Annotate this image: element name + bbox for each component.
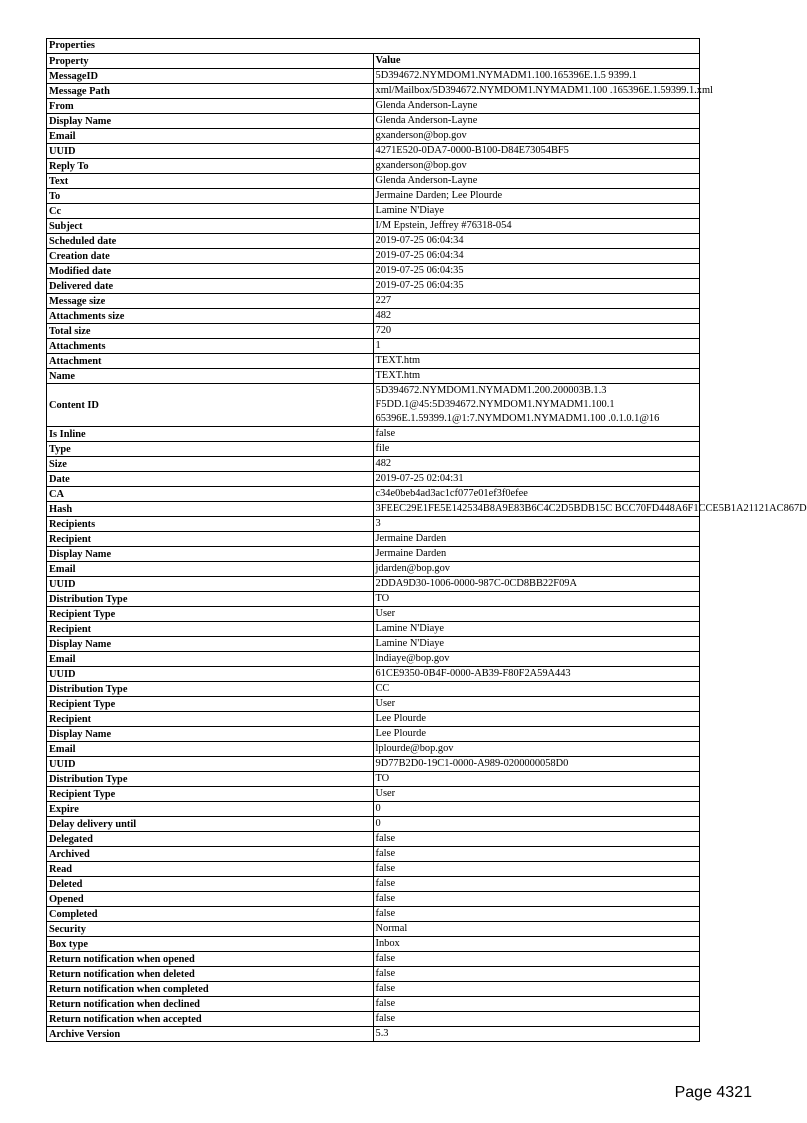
- property-value: TEXT.htm: [373, 354, 700, 369]
- table-row: [47, 384, 700, 427]
- table-row: [47, 99, 700, 114]
- property-value: Inbox: [373, 937, 700, 952]
- property-value: 1: [373, 339, 700, 354]
- table-row: [47, 652, 700, 667]
- property-value: false: [373, 967, 700, 982]
- property-value: lndiaye@bop.gov: [373, 652, 700, 667]
- property-value: false: [373, 997, 700, 1012]
- column-header-property: Property: [47, 54, 374, 69]
- property-value: 2DDA9D30-1006-0000-987C-0CD8BB22F09A: [373, 577, 700, 592]
- property-value: gxanderson@bop.gov: [373, 129, 700, 144]
- property-name: Return notification when declined: [47, 997, 374, 1012]
- table-row: [47, 577, 700, 592]
- table-row: [47, 607, 700, 622]
- table-row: [47, 727, 700, 742]
- property-name: Subject: [47, 219, 374, 234]
- property-name: Security: [47, 922, 374, 937]
- table-row: [47, 877, 700, 892]
- property-name: Archive Version: [47, 1027, 374, 1042]
- property-name: Reply To: [47, 159, 374, 174]
- table-row: [47, 682, 700, 697]
- property-value: 482: [373, 457, 700, 472]
- property-value: TEXT.htm: [373, 369, 700, 384]
- property-name: Display Name: [47, 727, 374, 742]
- property-name: Creation date: [47, 249, 374, 264]
- table-row: [47, 937, 700, 952]
- property-name: Hash: [47, 502, 374, 517]
- property-value: Glenda Anderson-Layne: [373, 174, 700, 189]
- property-name: UUID: [47, 144, 374, 159]
- table-row: [47, 144, 700, 159]
- table-row: [47, 832, 700, 847]
- properties-table: [46, 38, 807, 1042]
- table-row: [47, 787, 700, 802]
- table-row: [47, 757, 700, 772]
- property-value: false: [373, 982, 700, 997]
- table-row: [47, 502, 700, 517]
- property-name: Delegated: [47, 832, 374, 847]
- table-row: [47, 637, 700, 652]
- property-value: I/M Epstein, Jeffrey #76318-054: [373, 219, 700, 234]
- property-value: false: [373, 847, 700, 862]
- property-value: Glenda Anderson-Layne: [373, 114, 700, 129]
- table-row: [47, 997, 700, 1012]
- table-title-row: [47, 39, 700, 54]
- table-row: [47, 847, 700, 862]
- property-name: Recipient: [47, 532, 374, 547]
- property-value: jdarden@bop.gov: [373, 562, 700, 577]
- table-row: [47, 862, 700, 877]
- property-value: false: [373, 427, 700, 442]
- property-name: Archived: [47, 847, 374, 862]
- property-name: To: [47, 189, 374, 204]
- table-row: [47, 907, 700, 922]
- property-name: Recipient Type: [47, 697, 374, 712]
- property-name: Attachments: [47, 339, 374, 354]
- table-row: [47, 592, 700, 607]
- table-row: [47, 159, 700, 174]
- property-value: false: [373, 1012, 700, 1027]
- table-row: [47, 742, 700, 757]
- property-value: 61CE9350-0B4F-0000-AB39-F80F2A59A443: [373, 667, 700, 682]
- property-name: Email: [47, 652, 374, 667]
- property-value: 0: [373, 802, 700, 817]
- property-value: Normal: [373, 922, 700, 937]
- property-name: Distribution Type: [47, 682, 374, 697]
- table-row: [47, 442, 700, 457]
- table-row: [47, 952, 700, 967]
- property-value: 2019-07-25 06:04:34: [373, 234, 700, 249]
- property-name: Scheduled date: [47, 234, 374, 249]
- property-name: Size: [47, 457, 374, 472]
- property-name: Box type: [47, 937, 374, 952]
- property-value: TO: [373, 772, 700, 787]
- table-row: [47, 174, 700, 189]
- property-name: Recipient Type: [47, 787, 374, 802]
- property-value: 227: [373, 294, 700, 309]
- property-value: Lee Plourde: [373, 727, 700, 742]
- property-name: Display Name: [47, 547, 374, 562]
- table-row: [47, 264, 700, 279]
- property-value: false: [373, 832, 700, 847]
- property-value: gxanderson@bop.gov: [373, 159, 700, 174]
- table-row: [47, 547, 700, 562]
- property-value: file: [373, 442, 700, 457]
- property-value: User: [373, 787, 700, 802]
- property-name: Read: [47, 862, 374, 877]
- table-row: [47, 249, 700, 264]
- table-row: [47, 622, 700, 637]
- property-value: 5.3: [373, 1027, 700, 1042]
- table-row: [47, 129, 700, 144]
- property-name: Email: [47, 742, 374, 757]
- property-name: Total size: [47, 324, 374, 339]
- property-value: 0: [373, 817, 700, 832]
- property-name: Expire: [47, 802, 374, 817]
- table-row: [47, 1012, 700, 1027]
- property-name: UUID: [47, 757, 374, 772]
- property-name: Date: [47, 472, 374, 487]
- table-row: [47, 967, 700, 982]
- property-value: false: [373, 892, 700, 907]
- property-name: Text: [47, 174, 374, 189]
- property-value: Lee Plourde: [373, 712, 700, 727]
- property-name: Is Inline: [47, 427, 374, 442]
- property-name: Email: [47, 129, 374, 144]
- property-value: Lamine N'Diaye: [373, 622, 700, 637]
- property-name: Message Path: [47, 84, 374, 99]
- table-row: [47, 189, 700, 204]
- property-name: Modified date: [47, 264, 374, 279]
- property-value: User: [373, 697, 700, 712]
- property-name: Recipient: [47, 712, 374, 727]
- property-value: Jermaine Darden; Lee Plourde: [373, 189, 700, 204]
- table-row: [47, 114, 700, 129]
- table-row: [47, 219, 700, 234]
- table-title: Properties: [47, 39, 700, 54]
- property-name: Name: [47, 369, 374, 384]
- property-name: Return notification when accepted: [47, 1012, 374, 1027]
- property-name: Delivered date: [47, 279, 374, 294]
- table-row: [47, 562, 700, 577]
- property-name: Completed: [47, 907, 374, 922]
- property-value: User: [373, 607, 700, 622]
- table-header-row: [47, 54, 700, 69]
- property-name: Recipients: [47, 517, 374, 532]
- table-row: [47, 427, 700, 442]
- property-value: 5D394672.NYMDOM1.NYMADM1.200.200003B.1.3 F5DD.1@45:5D394672.NYMDOM1.NYMADM1.100.1 65396E.1.59399.1@1:7.NYMDOM1.NYMADM1.100 .0.1.0.1@16: [373, 384, 700, 427]
- property-value: 9D77B2D0-19C1-0000-A989-0200000058D0: [373, 757, 700, 772]
- table-row: [47, 517, 700, 532]
- property-value: 4271E520-0DA7-0000-B100-D84E73054BF5: [373, 144, 700, 159]
- table-row: [47, 369, 700, 384]
- property-name: UUID: [47, 577, 374, 592]
- property-name: From: [47, 99, 374, 114]
- table-row: [47, 802, 700, 817]
- table-row: [47, 309, 700, 324]
- property-name: Type: [47, 442, 374, 457]
- table-row: [47, 892, 700, 907]
- table-row: [47, 697, 700, 712]
- table-row: [47, 982, 700, 997]
- property-name: CA: [47, 487, 374, 502]
- property-value: 2019-07-25 06:04:35: [373, 279, 700, 294]
- property-value: false: [373, 952, 700, 967]
- property-value: 482: [373, 309, 700, 324]
- property-value: false: [373, 877, 700, 892]
- table-row: [47, 354, 700, 369]
- table-row: [47, 532, 700, 547]
- table-row: [47, 1027, 700, 1042]
- property-value: 720: [373, 324, 700, 339]
- property-name: Message size: [47, 294, 374, 309]
- property-name: Delay delivery until: [47, 817, 374, 832]
- table-row: [47, 487, 700, 502]
- table-row: [47, 472, 700, 487]
- property-name: Distribution Type: [47, 772, 374, 787]
- table-row: [47, 294, 700, 309]
- table-row: [47, 234, 700, 249]
- properties-table-body: [47, 39, 807, 1042]
- table-row: [47, 817, 700, 832]
- property-value: 2019-07-25 06:04:35: [373, 264, 700, 279]
- property-name: Return notification when completed: [47, 982, 374, 997]
- property-value: 5D394672.NYMDOM1.NYMADM1.100.165396E.1.5 9399.1: [373, 69, 700, 84]
- property-name: Recipient Type: [47, 607, 374, 622]
- table-row: [47, 204, 700, 219]
- property-value: Lamine N'Diaye: [373, 204, 700, 219]
- property-name: Email: [47, 562, 374, 577]
- property-value: lplourde@bop.gov: [373, 742, 700, 757]
- property-value: CC: [373, 682, 700, 697]
- table-row: [47, 457, 700, 472]
- property-name: Content ID: [47, 384, 374, 427]
- property-value: Lamine N'Diaye: [373, 637, 700, 652]
- table-row: [47, 339, 700, 354]
- property-value: Jermaine Darden: [373, 547, 700, 562]
- property-value: Glenda Anderson-Layne: [373, 99, 700, 114]
- property-value: TO: [373, 592, 700, 607]
- property-name: Display Name: [47, 637, 374, 652]
- table-row: [47, 712, 700, 727]
- property-name: MessageID: [47, 69, 374, 84]
- property-value: 3: [373, 517, 700, 532]
- property-name: Cc: [47, 204, 374, 219]
- property-name: Recipient: [47, 622, 374, 637]
- table-row: [47, 667, 700, 682]
- property-value: 2019-07-25 02:04:31: [373, 472, 700, 487]
- property-name: Return notification when deleted: [47, 967, 374, 982]
- property-value: false: [373, 862, 700, 877]
- property-name: Attachment: [47, 354, 374, 369]
- property-name: Distribution Type: [47, 592, 374, 607]
- table-row: [47, 324, 700, 339]
- property-value: 2019-07-25 06:04:34: [373, 249, 700, 264]
- property-value: 3FEEC29E1FE5E142534B8A9E83B6C4C2D5BDB15C BCC70FD448A6F1CCE5B1A21121AC867D: [373, 502, 700, 517]
- property-value: c34e0beb4ad3ac1cf077e01ef3f0efee: [373, 487, 700, 502]
- property-name: UUID: [47, 667, 374, 682]
- table-row: [47, 69, 700, 84]
- property-value: xml/Mailbox/5D394672.NYMDOM1.NYMADM1.100 .165396E.1.59399.1.xml: [373, 84, 700, 99]
- property-name: Return notification when opened: [47, 952, 374, 967]
- property-name: Display Name: [47, 114, 374, 129]
- property-name: Attachments size: [47, 309, 374, 324]
- table-row: [47, 922, 700, 937]
- column-header-value: Value: [373, 54, 700, 69]
- table-row: [47, 772, 700, 787]
- table-row: [47, 279, 700, 294]
- page-number: Page 4321: [674, 1084, 752, 1101]
- property-value: Jermaine Darden: [373, 532, 700, 547]
- property-value: false: [373, 907, 700, 922]
- table-row: [47, 84, 700, 99]
- property-name: Opened: [47, 892, 374, 907]
- property-name: Deleted: [47, 877, 374, 892]
